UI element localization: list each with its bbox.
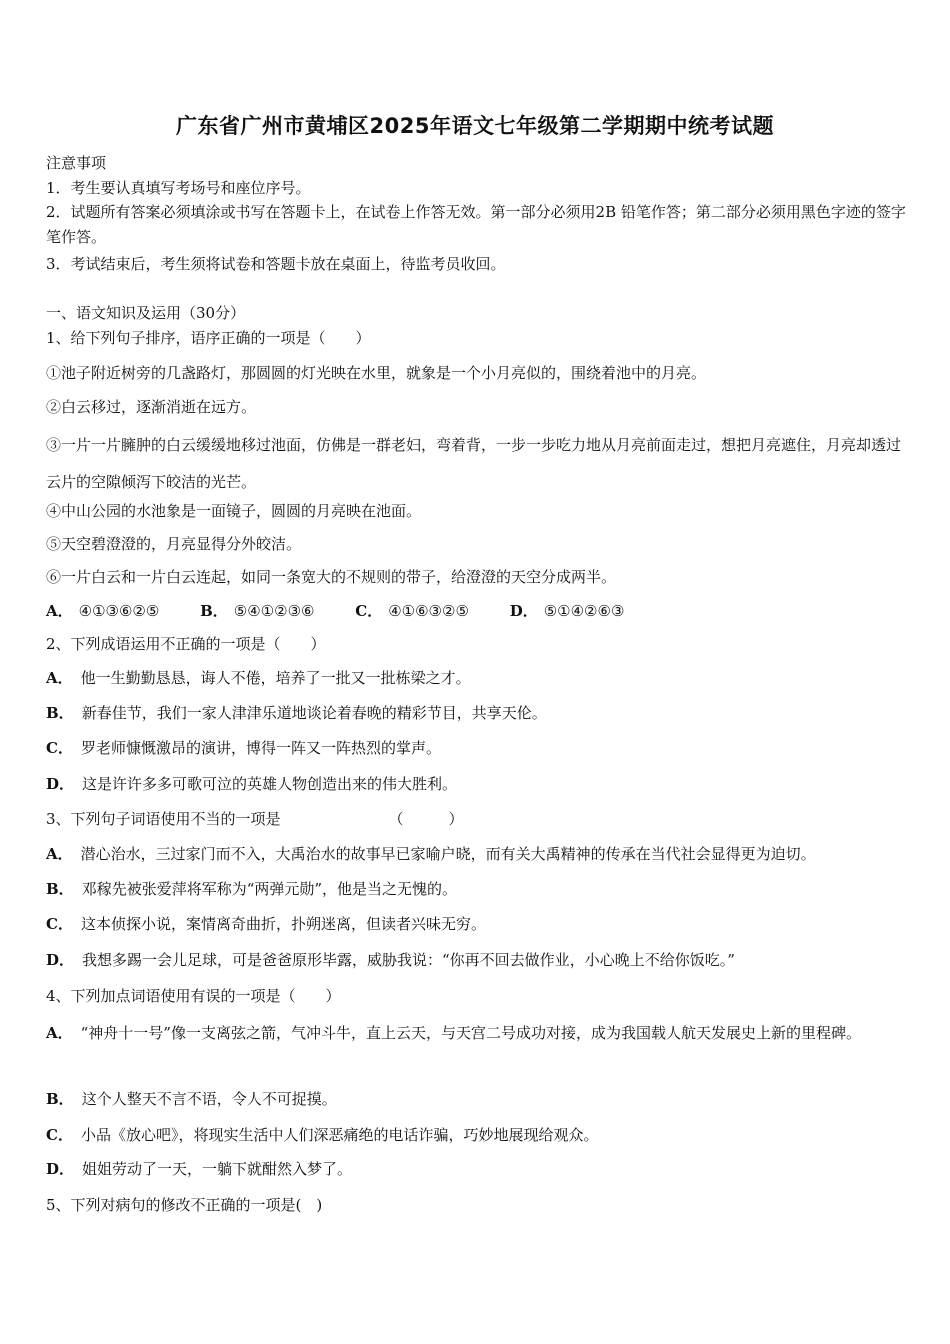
q1-option-c[interactable] <box>355 600 469 621</box>
option-label: C． <box>46 915 73 933</box>
option-text: ④①③⑥②⑤ <box>78 602 160 620</box>
q4-option-a[interactable] <box>46 1015 906 1052</box>
notice-item: 2．试题所有答案必须填涂或书写在答题卡上，在试卷上作答无效。第一部分必须用2B 铅笔作答；第二部分必须用黑色字迹的签字笔作答。 <box>46 203 906 246</box>
option-text: 罗老师慷慨激昂的演讲，博得一阵又一阵热烈的掌声。 <box>80 739 441 757</box>
question-stem-5: 5、下列对病句的修改不正确的一项是( ) <box>46 1196 323 1214</box>
q3-option-b[interactable] <box>46 878 457 899</box>
option-text: 新春佳节，我们一家人津津乐道地谈论着春晚的精彩节目，共享天伦。 <box>81 704 547 722</box>
option-label: B． <box>46 704 74 722</box>
q2-option-d[interactable] <box>46 773 457 794</box>
option-text: ⑤④①②③⑥ <box>233 602 315 620</box>
option-label: D． <box>46 775 75 793</box>
q1-sentence: ⑥一片白云和一片白云连起，如同一条宽大的不规则的带子，给澄澄的天空分成两半。 <box>46 568 617 586</box>
option-label: B． <box>46 1090 74 1108</box>
option-text: 这是许许多多可歌可泣的英雄人物创造出来的伟大胜利。 <box>82 775 458 793</box>
answer-paren: （ ） <box>388 810 464 828</box>
question-stem-3 <box>46 808 464 829</box>
q3-option-a[interactable] <box>46 843 816 864</box>
option-label: D． <box>46 951 75 969</box>
q1-sentence: ①池子附近树旁的几盏路灯，那圆圆的灯光映在水里，就象是一个小月亮似的，围绕着池中的月亮。 <box>46 364 707 382</box>
question-stem-2: 2、下列成语运用不正确的一项是（ ） <box>46 635 326 653</box>
option-label: B． <box>46 880 74 898</box>
option-label: A． <box>46 845 73 863</box>
option-label: A． <box>46 669 73 687</box>
q1-sentence: ⑤天空碧澄澄的，月亮显得分外皎洁。 <box>46 535 302 553</box>
notice-item: 3．考试结束后，考生须将试卷和答题卡放在桌面上，待监考员收回。 <box>46 255 506 273</box>
option-text: ⑤①④②⑥③ <box>543 602 625 620</box>
q1-sentence: ④中山公园的水池象是一面镜子，圆圆的月亮映在池面。 <box>46 502 422 520</box>
stem-text: 3、下列句子词语使用不当的一项是 <box>46 810 281 828</box>
q4-option-c[interactable] <box>46 1124 598 1145</box>
option-text: 我想多踢一会儿足球，可是爸爸原形毕露，威胁我说：“你再不回去做作业，小心晚上不给你饭吃。” <box>82 951 735 969</box>
option-text: ④①⑥③②⑤ <box>388 602 469 620</box>
q3-option-c[interactable] <box>46 913 486 934</box>
q1-sentence: ②白云移过，逐渐消逝在远方。 <box>46 398 257 416</box>
option-label: C． <box>46 739 73 757</box>
option-text: “神舟十一号”像一支离弦之箭，气冲斗牛，直上云天，与天宫二号成功对接，成为我国载人航天发展史上新的里程碑。 <box>80 1024 861 1042</box>
option-label: C． <box>355 602 383 620</box>
notice-item: 1．考生要认真填写考场号和座位序号。 <box>46 179 311 197</box>
q3-option-d[interactable] <box>46 949 735 970</box>
q1-options <box>46 600 660 621</box>
option-text: 小品《放心吧》，将现实生活中人们深恶痛绝的电话诈骗，巧妙地展现给观众。 <box>80 1126 599 1144</box>
option-text: 邓稼先被张爱萍将军称为“两弹元勋”，他是当之无愧的。 <box>81 880 458 898</box>
page-title: 广东省广州市黄埔区2025年语文七年级第二学期期中统考试题 <box>176 114 774 138</box>
q4-option-b[interactable] <box>46 1088 337 1109</box>
option-text: 这本侦探小说，案情离奇曲折，扑朔迷离，但读者兴味无穷。 <box>80 915 486 933</box>
option-text: 这个人整天不言不语，令人不可捉摸。 <box>81 1090 337 1108</box>
option-label: A． <box>46 602 73 620</box>
option-text: 他一生勤勤恳恳，诲人不倦，培养了一批又一批栋梁之才。 <box>80 669 471 687</box>
option-label: C． <box>46 1126 73 1144</box>
q2-option-c[interactable] <box>46 737 441 758</box>
q1-option-d[interactable] <box>510 600 625 621</box>
q1-sentence: ③一片一片臃肿的白云缓缓地移过池面，仿佛是一群老妇，弯着背，一步一步吃力地从月亮前面走过，想把月亮遮住，月亮却透过云片的空隙倾泻下皎洁的光芒。 <box>46 436 902 491</box>
section-heading: 一、语文知识及运用（30分） <box>46 304 246 322</box>
notice-heading: 注意事项 <box>46 154 107 172</box>
option-label: B． <box>200 602 228 620</box>
q4-option-d[interactable] <box>46 1158 352 1179</box>
question-stem-1: 1、给下列句子排序，语序正确的一项是（ ） <box>46 329 371 347</box>
q2-option-b[interactable] <box>46 702 547 723</box>
q2-option-a[interactable] <box>46 667 471 688</box>
option-label: A． <box>46 1024 73 1042</box>
option-text: 姐姐劳动了一天，一躺下就酣然入梦了。 <box>82 1160 353 1178</box>
option-label: D． <box>509 602 538 620</box>
question-stem-4: 4、下列加点词语使用有误的一项是（ ） <box>46 987 341 1005</box>
q1-option-a[interactable] <box>46 600 159 621</box>
q1-option-b[interactable] <box>200 600 314 621</box>
option-label: D． <box>46 1160 75 1178</box>
option-text: 潜心治水，三过家门而不入，大禹治水的故事早已家喻户晓，而有关大禹精神的传承在当代社会显得更为迫切。 <box>80 845 816 863</box>
